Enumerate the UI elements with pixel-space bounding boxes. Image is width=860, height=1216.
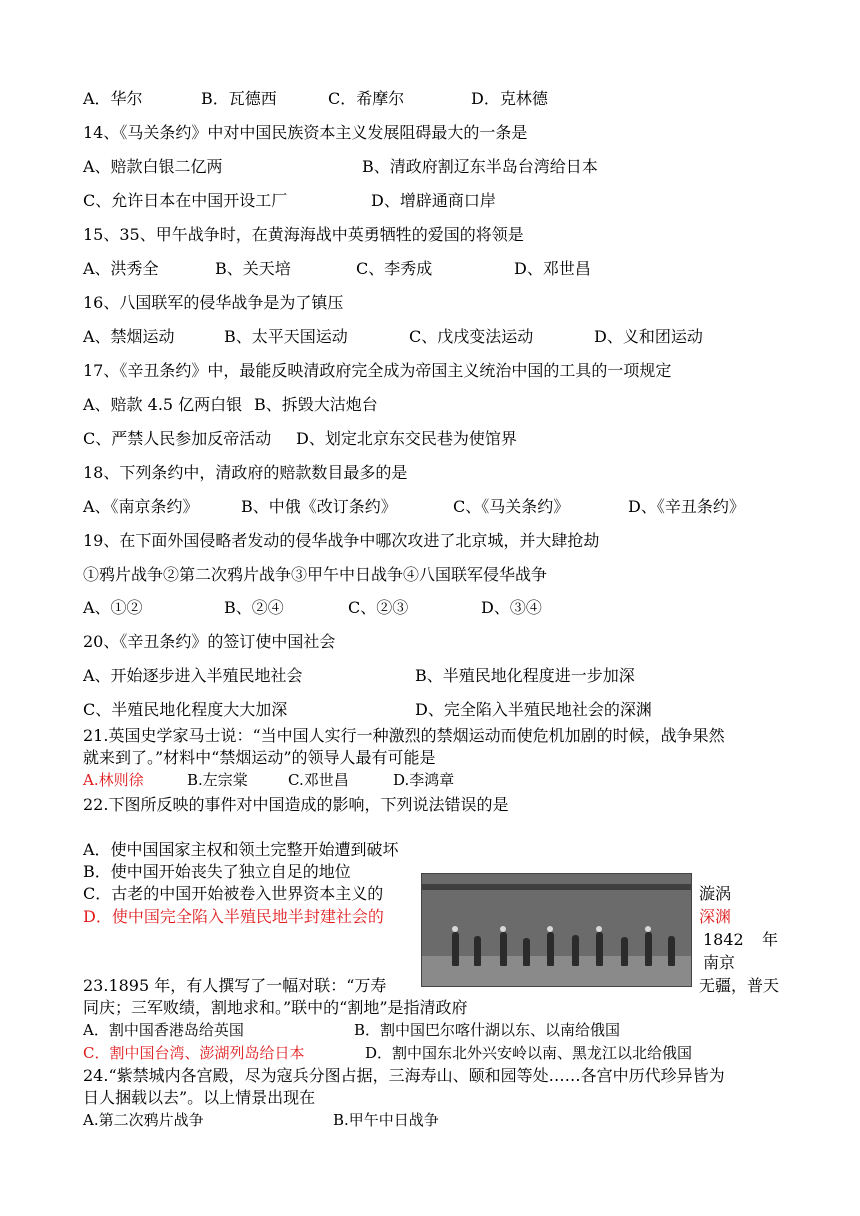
q21-option-a-answer: A.林则徐 — [83, 771, 144, 789]
q20-option-c: C、半殖民地化程度大大加深 — [83, 700, 288, 719]
q22-stem: 22.下图所反映的事件对中国造成的影响，下列说法错误的是 — [83, 795, 509, 814]
nanjing-treaty-signing-photo — [421, 873, 692, 987]
q14-stem: 14、《马关条约》中对中国民族资本主义发展阻碍最大的一条是 — [83, 123, 528, 142]
q14-option-d: D、增辟通商口岸 — [371, 191, 496, 210]
q19-option-d: D、③④ — [481, 598, 542, 617]
q16-option-c: C、戊戌变法运动 — [409, 327, 534, 346]
q22-option-b: B．使中国开始丧失了独立自足的地位 — [83, 862, 351, 881]
photo-caption-place: 南京 — [703, 953, 736, 972]
q18-option-b: B、中俄《改订条约》 — [241, 497, 397, 516]
photo-figure — [547, 932, 554, 966]
q23-stem-part1: 23.1895 年，有人撰写了一幅对联：“万寿 — [83, 976, 387, 995]
q20-option-a: A、开始逐步进入半殖民地社会 — [83, 666, 303, 685]
q13-option-a: A．华尔 — [83, 89, 143, 108]
photo-figure-head — [547, 926, 553, 932]
q21-stem-line1: 21.英国史学家马士说：“当中国人实行一种激烈的禁烟运动而使危机加剧的时候，战争果然 — [83, 726, 725, 745]
q21-option-c: C.邓世昌 — [288, 771, 349, 789]
q14-option-b: B、清政府割辽东半岛台湾给日本 — [362, 157, 598, 176]
q19-stem: 19、在下面外国侵略者发动的侵华战争中哪次攻进了北京城，并大肆抢劫 — [83, 531, 600, 550]
q20-stem: 20、《辛丑条约》的签订使中国社会 — [83, 632, 336, 651]
photo-figure-head — [596, 926, 602, 932]
photo-figure-head — [500, 926, 506, 932]
photo-figure — [596, 932, 603, 966]
q19-option-c: C、②③ — [348, 598, 409, 617]
photo-figure-head — [452, 926, 458, 932]
q13-option-c: C．希摩尔 — [328, 89, 405, 108]
q19-choices: ①鸦片战争②第二次鸦片战争③甲午中日战争④八国联军侵华战争 — [83, 565, 548, 584]
q18-option-c: C、《马关条约》 — [453, 497, 570, 516]
photo-figure — [572, 935, 579, 966]
q13-option-b: B．瓦德西 — [201, 89, 277, 108]
q16-option-b: B、太平天国运动 — [224, 327, 348, 346]
q13-option-d: D．克林德 — [471, 89, 548, 108]
q17-option-b: B、拆毁大沽炮台 — [254, 395, 378, 414]
q17-option-a: A、赔款 4.5 亿两白银 — [83, 395, 243, 414]
photo-figure — [500, 932, 507, 966]
photo-caption-year-unit: 年 — [762, 930, 779, 949]
q17-stem: 17、《辛丑条约》中，最能反映清政府完全成为帝国主义统治中国的工具的一项规定 — [83, 361, 672, 380]
q18-stem: 18、下列条约中，清政府的赔款数目最多的是 — [83, 463, 408, 482]
q15-option-a: A、洪秀全 — [83, 259, 159, 278]
q21-option-b: B.左宗棠 — [187, 771, 248, 789]
photo-caption-year: 1842 — [703, 930, 744, 949]
q21-option-d: D.李鸿章 — [393, 771, 455, 789]
q19-option-a: A、①② — [83, 598, 143, 617]
photo-figure — [645, 932, 652, 966]
q19-option-b: B、②④ — [224, 598, 284, 617]
photo-figure — [523, 938, 530, 966]
q23-stem-line2: 同庆；三军败绩，割地求和。”联中的“割地”是指清政府 — [83, 998, 468, 1017]
q16-stem: 16、八国联军的侵华战争是为了镇压 — [83, 293, 344, 312]
q23-option-d: D．割中国东北外兴安岭以南、黑龙江以北给俄国 — [365, 1044, 693, 1062]
photo-figure — [621, 937, 628, 966]
q23-stem-part2: 无疆，普天 — [699, 976, 780, 995]
q15-stem: 15、35、甲午战争时，在黄海海战中英勇牺牲的爱国的将领是 — [83, 225, 524, 244]
q23-option-b: B．割中国巴尔喀什湖以东、以南给俄国 — [354, 1021, 621, 1039]
q24-stem-line2: 日人捆载以去”。以上情景出现在 — [83, 1088, 316, 1107]
q14-option-c: C、允许日本在中国开设工厂 — [83, 191, 288, 210]
q24-stem-line1: 24.“紫禁城内各宫殿，尽为寇兵分图占据，三海寿山、颐和园等处……各宫中历代珍异皆为 — [83, 1066, 725, 1085]
q16-option-d: D、义和团运动 — [594, 327, 703, 346]
q20-option-b: B、半殖民地化程度进一步加深 — [415, 666, 635, 685]
q18-option-a: A、《南京条约》 — [83, 497, 199, 516]
q17-option-d: D、划定北京东交民巷为使馆界 — [296, 429, 517, 448]
q22-option-a: A．使中国国家主权和领土完整开始遭到破坏 — [83, 840, 399, 859]
q16-option-a: A、禁烟运动 — [83, 327, 175, 346]
q24-option-b: B.甲午中日战争 — [333, 1111, 439, 1129]
q22-option-d-continuation: 深渊 — [699, 907, 732, 926]
photo-figure — [668, 936, 675, 966]
q23-option-a: A．割中国香港岛给英国 — [83, 1021, 244, 1039]
q20-option-d: D、完全陷入半殖民地社会的深渊 — [415, 700, 652, 719]
q15-option-b: B、关天培 — [215, 259, 291, 278]
q18-option-d: D、《辛丑条约》 — [628, 497, 745, 516]
q17-option-c: C、严禁人民参加反帝活动 — [83, 429, 272, 448]
q23-option-c-answer: C．割中国台湾、澎湖列岛给日本 — [83, 1044, 305, 1062]
q14-option-a: A、赔款白银二亿两 — [83, 157, 223, 176]
q22-option-d-answer: D．使中国完全陷入半殖民地半封建社会的 — [83, 907, 384, 926]
q24-option-a: A.第二次鸦片战争 — [83, 1111, 204, 1129]
photo-ceiling-beam — [422, 884, 691, 890]
photo-figure — [452, 932, 459, 966]
q22-option-c-continuation: 漩涡 — [699, 884, 732, 903]
q22-option-c: C．古老的中国开始被卷入世界资本主义的 — [83, 884, 384, 903]
q21-stem-line2: 就来到了。”材料中“禁烟运动”的领导人最有可能是 — [83, 748, 436, 767]
photo-figure — [474, 936, 481, 966]
photo-figure-head — [645, 926, 651, 932]
q15-option-c: C、李秀成 — [356, 259, 433, 278]
q15-option-d: D、邓世昌 — [514, 259, 591, 278]
